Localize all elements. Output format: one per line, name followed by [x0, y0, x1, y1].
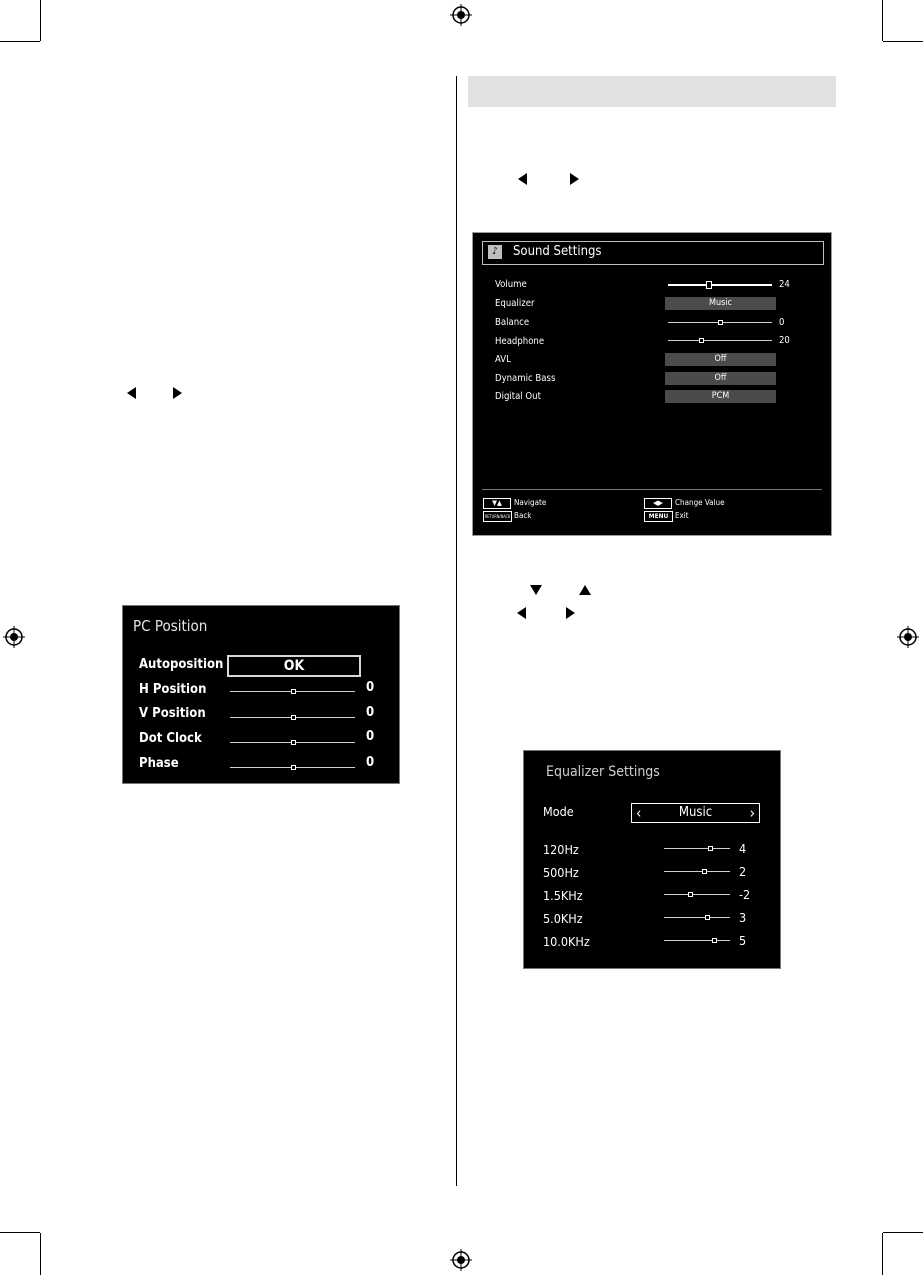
- menu-header: [482, 241, 824, 265]
- registration-mark-icon: [450, 4, 472, 26]
- slider-knob[interactable]: [291, 715, 296, 720]
- headphone-slider[interactable]: [668, 340, 772, 341]
- band-10khz-slider[interactable]: [664, 940, 730, 941]
- slider-knob[interactable]: [688, 892, 693, 897]
- slider-knob[interactable]: [718, 320, 723, 325]
- band-500hz-label: 500Hz: [543, 865, 579, 880]
- sound-settings-menu: [472, 232, 832, 536]
- band-5khz-slider[interactable]: [664, 917, 730, 918]
- slider-knob[interactable]: [708, 846, 713, 851]
- back-hint: Back: [514, 511, 532, 520]
- avl-label: AVL: [495, 354, 511, 365]
- section-header-bar: [468, 76, 836, 107]
- crop-mark: [883, 1232, 923, 1233]
- band-10khz-label: 10.0KHz: [543, 934, 590, 949]
- crop-mark: [0, 1232, 40, 1233]
- right-arrow-icon: [570, 173, 579, 185]
- registration-mark-icon: [3, 626, 25, 648]
- band-10khz-value: 5: [739, 933, 747, 948]
- mode-value: Music: [678, 805, 713, 820]
- balance-label: Balance: [495, 317, 530, 328]
- volume-value: 24: [779, 279, 790, 290]
- crop-mark: [882, 1233, 883, 1275]
- h-position-label: H Position: [139, 682, 207, 697]
- column-divider: [456, 76, 457, 1186]
- phase-value: 0: [366, 755, 375, 770]
- chevron-right-icon[interactable]: ›: [749, 804, 755, 822]
- v-position-label: V Position: [139, 706, 206, 721]
- change-value-keys-icon: ◀▶: [644, 498, 672, 509]
- registration-mark-icon: [897, 626, 919, 648]
- return-key-icon: RETURN/BACK: [483, 511, 512, 522]
- band-5khz-label: 5.0KHz: [543, 911, 583, 926]
- volume-slider[interactable]: [668, 284, 772, 286]
- slider-knob[interactable]: [291, 765, 296, 770]
- left-arrow-icon: [127, 387, 136, 399]
- pc-position-menu: [122, 605, 400, 784]
- slider-knob[interactable]: [291, 740, 296, 745]
- band-120hz-slider[interactable]: [664, 848, 730, 849]
- crop-mark: [883, 41, 923, 42]
- left-arrow-icon: [518, 173, 527, 185]
- dot-clock-label: Dot Clock: [139, 731, 202, 746]
- registration-mark-icon: [450, 1249, 472, 1271]
- crop-mark: [40, 0, 41, 41]
- autoposition-label: Autoposition: [139, 657, 224, 672]
- slider-knob[interactable]: [702, 869, 707, 874]
- autoposition-ok-button[interactable]: OK: [227, 655, 361, 677]
- left-arrow-icon: [517, 607, 526, 619]
- band-500hz-value: 2: [739, 864, 747, 879]
- navigate-keys-icon: ▼▲: [483, 498, 511, 509]
- dynamic-bass-select[interactable]: Off: [665, 372, 776, 385]
- headphone-value: 20: [779, 335, 790, 346]
- digital-out-select[interactable]: PCM: [665, 390, 776, 403]
- dynamic-bass-label: Dynamic Bass: [495, 373, 556, 384]
- band-1-5khz-slider[interactable]: [664, 894, 730, 895]
- menu-key-icon: MENU: [644, 511, 673, 522]
- band-5khz-value: 3: [739, 910, 747, 925]
- equalizer-label: Equalizer: [495, 298, 535, 309]
- menu-title: Sound Settings: [513, 244, 602, 259]
- navigate-hint: Navigate: [514, 498, 547, 507]
- band-120hz-value: 4: [739, 841, 747, 856]
- band-500hz-slider[interactable]: [664, 871, 730, 872]
- dot-clock-value: 0: [366, 729, 375, 744]
- phase-label: Phase: [139, 756, 179, 771]
- menu-title: PC Position: [133, 617, 208, 635]
- footer-divider: [482, 489, 822, 490]
- crop-mark: [40, 1233, 41, 1275]
- slider-knob[interactable]: [712, 938, 717, 943]
- crop-mark: [882, 0, 883, 41]
- digital-out-label: Digital Out: [495, 391, 541, 402]
- band-1-5khz-value: -2: [739, 887, 751, 902]
- right-arrow-icon: [173, 387, 182, 399]
- menu-title: Equalizer Settings: [546, 764, 660, 780]
- slider-knob[interactable]: [699, 338, 704, 343]
- equalizer-select[interactable]: Music: [665, 297, 776, 310]
- avl-select[interactable]: Off: [665, 353, 776, 366]
- headphone-label: Headphone: [495, 336, 545, 347]
- up-arrow-icon: [579, 585, 591, 595]
- slider-knob[interactable]: [705, 915, 710, 920]
- equalizer-settings-menu: [523, 750, 781, 969]
- mode-selector[interactable]: [631, 803, 760, 823]
- chevron-left-icon[interactable]: ‹: [636, 804, 642, 822]
- h-position-value: 0: [366, 680, 375, 695]
- change-value-hint: Change Value: [675, 498, 725, 507]
- slider-knob[interactable]: [291, 689, 296, 694]
- v-position-value: 0: [366, 705, 375, 720]
- volume-label: Volume: [495, 279, 527, 290]
- down-arrow-icon: [530, 585, 542, 595]
- right-arrow-icon: [566, 607, 575, 619]
- sound-settings-icon: ♪: [488, 245, 502, 259]
- exit-hint: Exit: [675, 511, 689, 520]
- balance-value: 0: [779, 317, 785, 328]
- slider-knob[interactable]: [706, 281, 712, 289]
- band-1-5khz-label: 1.5KHz: [543, 888, 583, 903]
- band-120hz-label: 120Hz: [543, 842, 579, 857]
- mode-label: Mode: [543, 804, 574, 819]
- crop-mark: [0, 41, 40, 42]
